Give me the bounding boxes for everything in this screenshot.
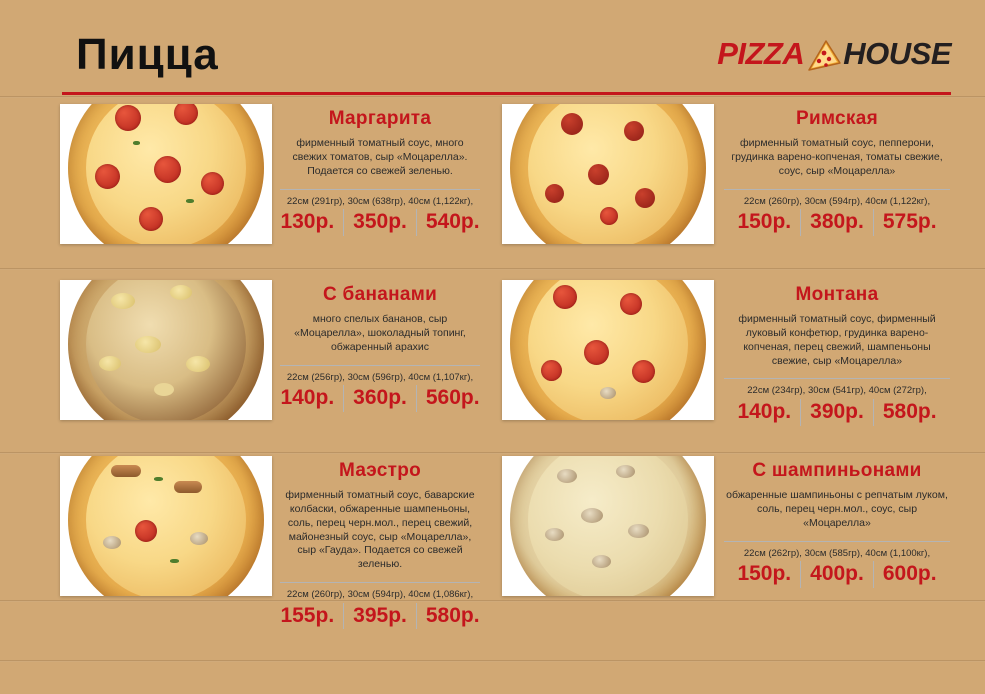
menu-header: [34, 18, 951, 90]
pizza-name: С бананами: [322, 284, 438, 305]
pizza-weights: 22см (262гр), 30см (585гр), 40см (1,100кг),: [724, 541, 950, 560]
header-divider: [62, 92, 951, 95]
pizza-s-bananami-photo: [68, 280, 264, 420]
pizza-name: Маэстро: [338, 460, 422, 481]
menu-sheet: [34, 18, 951, 638]
pizza-maestro-photo: [68, 456, 264, 596]
price-40cm: 575р.: [873, 209, 946, 235]
pizza-weights: 22см (260гр), 30см (594гр), 40см (1,122кг),: [724, 189, 950, 208]
pizza-margarita-photo: [68, 104, 264, 244]
menu-item: [34, 104, 482, 276]
pizza-weights: 22см (260гр), 30см (594гр), 40см (1,086кг),: [280, 582, 480, 601]
pizza-photo: [60, 104, 272, 244]
pizza-photo: [60, 280, 272, 420]
pizza-info: [280, 104, 480, 236]
pizza-photo: [60, 456, 272, 596]
price-30cm: 395р.: [343, 603, 416, 629]
pizza-weights: 22см (234гр), 30см (541гр), 40см (272гр),: [724, 378, 950, 397]
price-30cm: 400р.: [800, 561, 873, 587]
pizza-info: [280, 280, 480, 412]
pizza-info: [724, 104, 950, 236]
price-40cm: 580р.: [416, 603, 489, 629]
logo-pizza-text: PIZZA: [717, 36, 805, 71]
price-30cm: 380р.: [800, 209, 873, 235]
pizza-prices: [280, 603, 480, 629]
pizza-name: С шампиньонами: [752, 460, 922, 481]
pizza-description: фирменный томатный соус, фирменный луковый конфетюр, грудинка варено-копченая, перец свежий, шампеньоны свежие, сыр «Моцарелла»: [738, 313, 936, 367]
pizza-info: [724, 280, 950, 426]
menu-grid: [34, 102, 951, 632]
pizza-name: Римская: [796, 108, 878, 129]
price-40cm: 580р.: [873, 399, 946, 425]
pizza-info: [724, 456, 950, 588]
pizza-weights: 22см (256гр), 30см (596гр), 40см (1,107кг),: [280, 365, 480, 384]
menu-item: [34, 280, 482, 452]
pizza-info: [280, 456, 480, 629]
price-22cm: 150р.: [737, 562, 792, 586]
pizza-name: Маргарита: [328, 108, 432, 129]
menu-item: [502, 104, 950, 276]
price-30cm: 360р.: [343, 385, 416, 411]
pizza-montana-photo: [510, 280, 706, 420]
pizza-weights: 22см (291гр), 30см (638гр), 40см (1,122кг),: [280, 189, 480, 208]
pizza-description: фирменный томатный соус, пепперони, грудинка варено-копченая, томаты свежие, соус, сыр «Моцарелла»: [731, 137, 943, 177]
pizza-description: много спелых бананов, сыр «Моцарелла», шоколадный топинг, обжаренный арахис: [294, 313, 466, 353]
pizza-photo: [502, 280, 714, 420]
pizza-description: фирменный томатный соус, баварские колбаски, обжаренные шампеньоны, соль, перец черн.мол., перец свежий, майонезный соус, сыр «Моцарелла», сыр «Гауда». Подается со свежей зеленью.: [285, 489, 475, 571]
price-30cm: 390р.: [800, 399, 873, 425]
brand-logo: [717, 36, 951, 72]
pizza-prices: [724, 561, 950, 587]
price-22cm: 130р.: [280, 210, 335, 234]
pizza-prices: [280, 385, 480, 411]
pizza-prices: [724, 399, 950, 425]
pizza-description: фирменный томатный соус, много свежих томатов, сыр «Моцарелла». Подается со свежей зеленью.: [292, 137, 468, 177]
menu-item: [34, 456, 482, 628]
price-30cm: 350р.: [343, 209, 416, 235]
price-40cm: 560р.: [416, 385, 489, 411]
pizza-prices: [280, 209, 480, 235]
price-22cm: 150р.: [737, 210, 792, 234]
menu-item: [502, 280, 950, 452]
pizza-description: обжаренные шампиньоны с репчатым луком, соль, перец черн.мол., соус, сыр «Моцарелла»: [726, 489, 948, 529]
menu-item: [502, 456, 950, 628]
page-title: Пицца: [76, 30, 219, 79]
pizza-photo: [502, 104, 714, 244]
price-40cm: 600р.: [873, 561, 946, 587]
pizza-s-shampinonami-photo: [510, 456, 706, 596]
price-22cm: 140р.: [737, 400, 792, 424]
logo-house-text: HOUSE: [843, 36, 951, 71]
pizza-slice-icon: [806, 39, 842, 73]
pizza-rimskaya-photo: [510, 104, 706, 244]
price-22cm: 140р.: [280, 386, 335, 410]
pizza-prices: [724, 209, 950, 235]
pizza-name: Монтана: [795, 284, 879, 305]
price-22cm: 155р.: [280, 604, 335, 628]
price-40cm: 540р.: [416, 209, 489, 235]
pizza-photo: [502, 456, 714, 596]
